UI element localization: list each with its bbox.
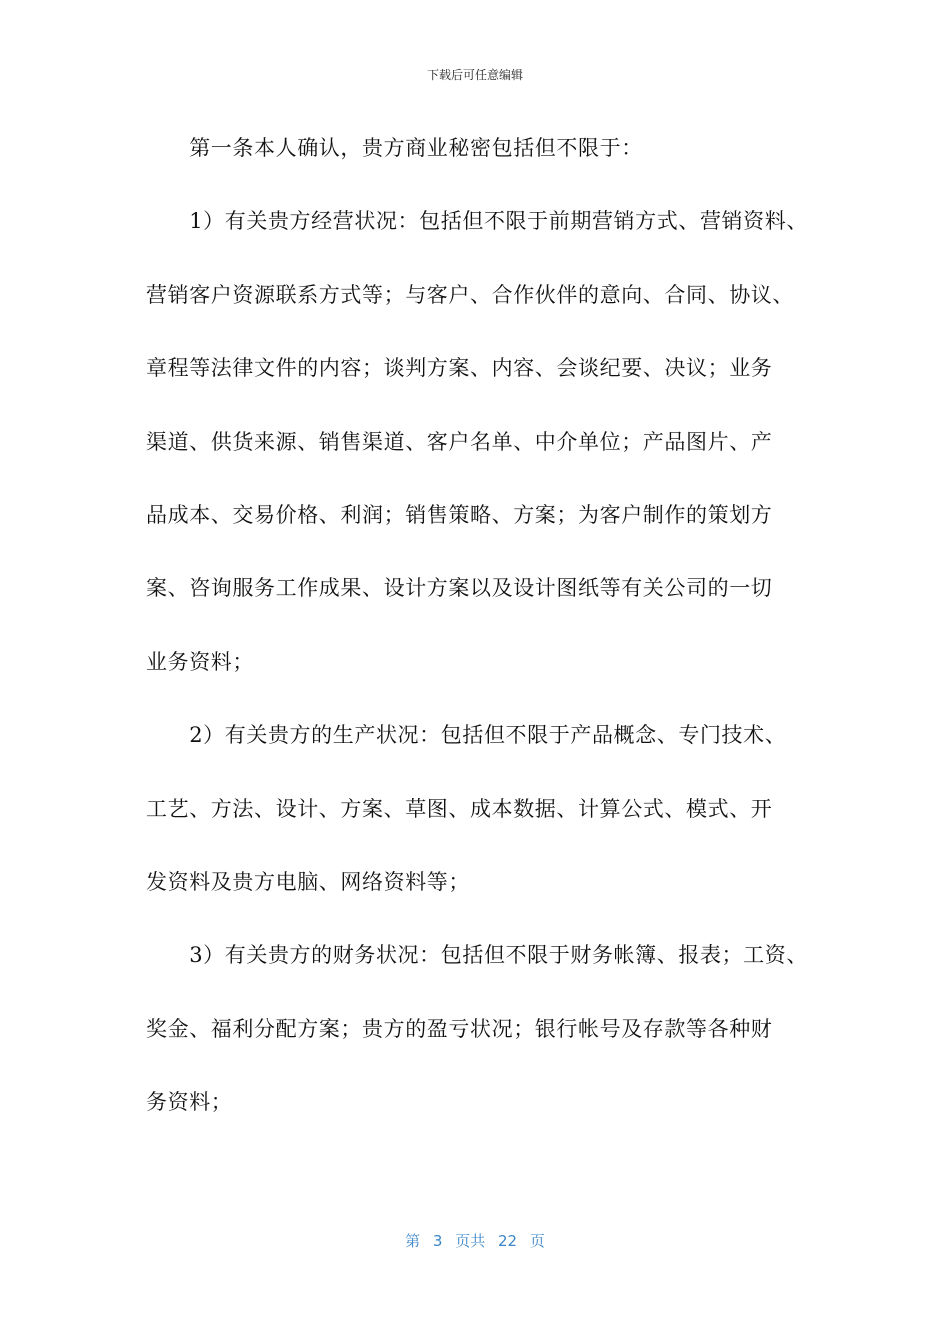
paragraph-line: 务资料； [146, 1090, 233, 1115]
paragraph-line: 工艺、方法、设计、方案、草图、成本数据、计算公式、模式、开 [146, 796, 773, 821]
document-body [146, 128, 826, 1155]
paragraph-line: 2）有关贵方的生产状况：包括但不限于产品概念、专门技术、 [146, 723, 787, 748]
paragraph-line: 业务资料； [146, 649, 254, 674]
paragraph-line: 奖金、福利分配方案；贵方的盈亏状况；银行帐号及存款等各种财 [146, 1016, 773, 1041]
page-number-footer: 第 3 页共 22 页 [405, 1232, 545, 1250]
paragraph-line: 案、咨询服务工作成果、设计方案以及设计图纸等有关公司的一切 [146, 576, 773, 601]
paragraph-line: 第一条本人确认，贵方商业秘密包括但不限于： [146, 136, 643, 160]
paragraph-line: 品成本、交易价格、利润；销售策略、方案；为客户制作的策划方 [146, 502, 773, 527]
paragraph-line: 1）有关贵方经营状况：包括但不限于前期营销方式、营销资料、 [146, 209, 808, 234]
paragraph-line: 3）有关贵方的财务状况：包括但不限于财务帐簿、报表；工资、 [146, 943, 808, 968]
paragraph-line: 章程等法律文件的内容；谈判方案、内容、会谈纪要、决议；业务 [146, 356, 773, 381]
paragraph-line: 营销客户资源联系方式等；与客户、合作伙伴的意向、合同、协议、 [146, 282, 794, 307]
paragraph-line: 渠道、供货来源、销售渠道、客户名单、中介单位；产品图片、产 [146, 429, 773, 454]
paragraph-line: 发资料及贵方电脑、网络资料等； [146, 869, 470, 894]
header-note: 下载后可任意编辑 [426, 68, 523, 82]
